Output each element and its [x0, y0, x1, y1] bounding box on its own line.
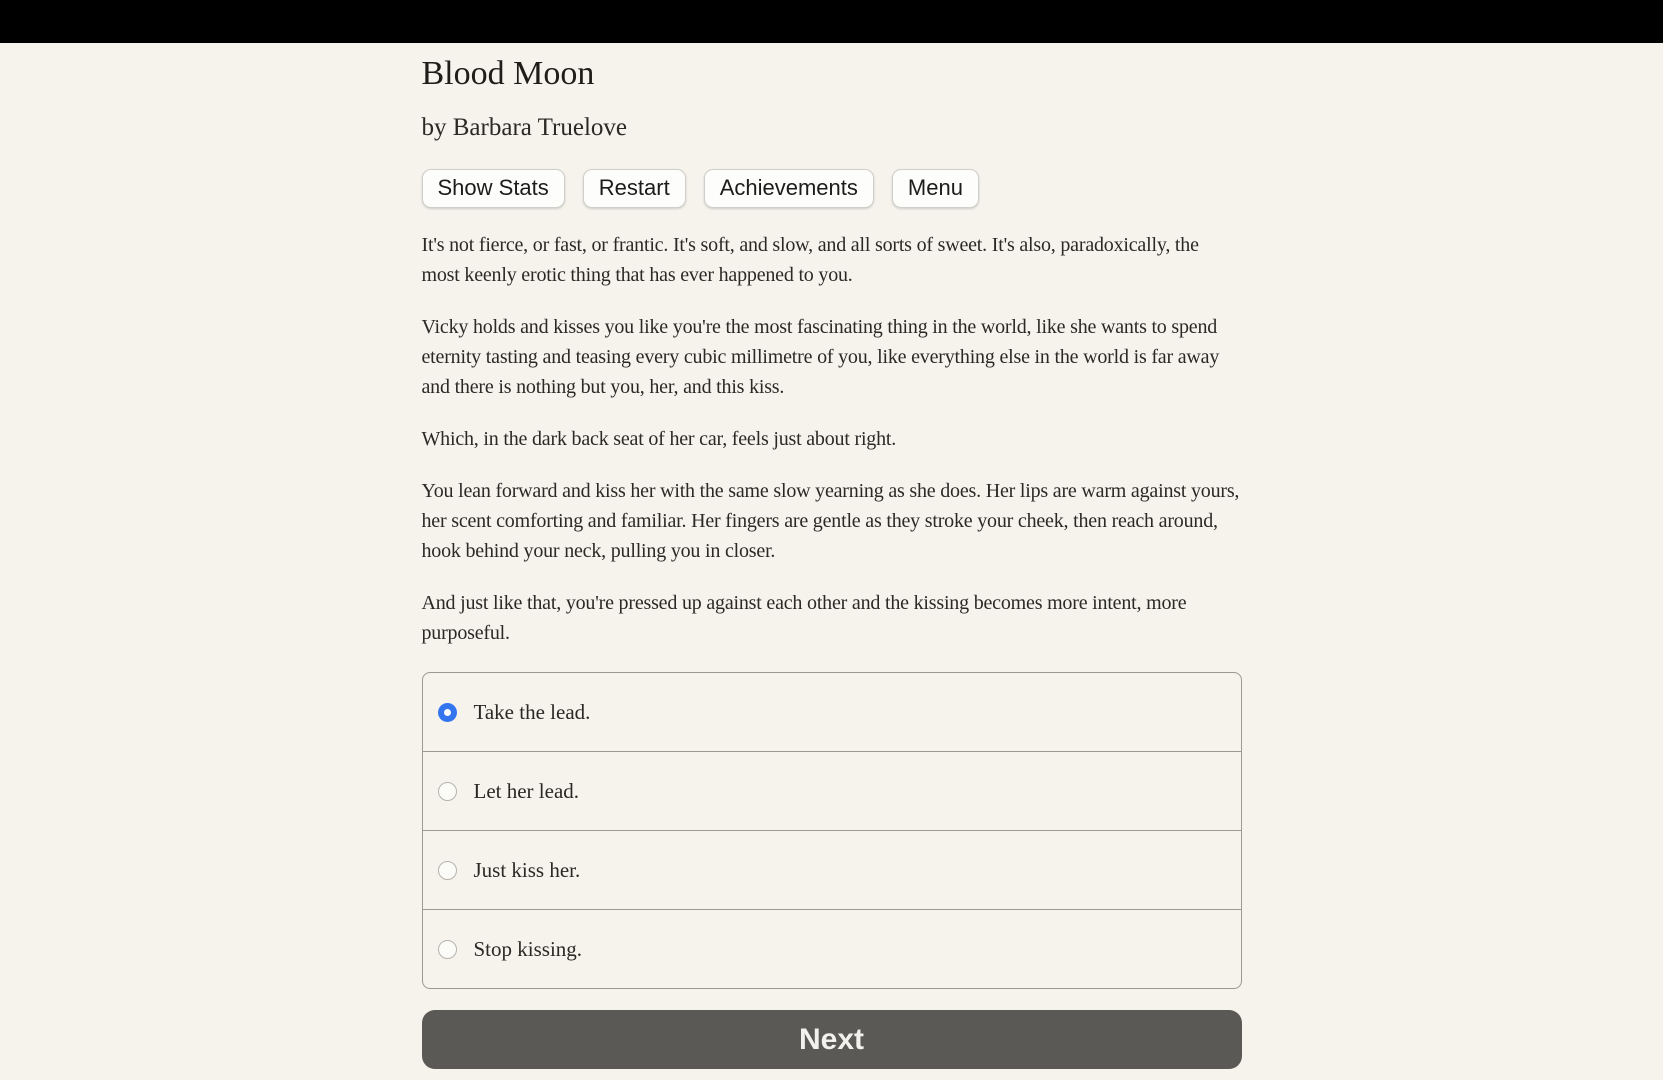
story-paragraph: It's not fierce, or fast, or frantic. It's soft, and slow, and all sorts of sweet. It's also, paradoxically, the most keenly erotic thing that has ever happened to you. — [421, 234, 1199, 286]
top-bar — [0, 0, 1663, 43]
radio-icon[interactable] — [438, 861, 457, 880]
story-text — [422, 230, 1242, 648]
show-stats-button[interactable]: Show Stats — [422, 169, 565, 208]
story-paragraph: And just like that, you're pressed up against each other and the kissing becomes more intent, more purposeful. — [421, 592, 1187, 644]
author-byline: by Barbara Truelove — [421, 114, 628, 141]
game-title: Blood Moon — [421, 55, 595, 92]
restart-button[interactable]: Restart — [583, 169, 686, 208]
choice-option-just-kiss-her[interactable] — [423, 830, 1241, 909]
choice-label[interactable]: Let her lead. — [473, 778, 580, 803]
toolbar — [422, 169, 1242, 208]
achievements-button[interactable]: Achievements — [704, 169, 874, 208]
choice-list — [422, 672, 1242, 989]
choice-label[interactable]: Just kiss her. — [473, 857, 581, 882]
story-paragraph: Which, in the dark back seat of her car, feels just about right. — [421, 428, 897, 450]
radio-icon[interactable] — [438, 940, 457, 959]
bottom-spacer — [422, 1069, 1242, 1080]
radio-icon[interactable] — [438, 782, 457, 801]
menu-button[interactable]: Menu — [892, 169, 979, 208]
story-paragraph: You lean forward and kiss her with the same slow yearning as she does. Her lips are warm against yours, her scent comforting and familiar. Her fingers are gentle as they stroke your cheek, then reach around, hook behind your neck, pulling you in closer. — [421, 480, 1240, 562]
choice-option-take-the-lead[interactable] — [423, 673, 1241, 751]
choice-option-stop-kissing[interactable] — [423, 909, 1241, 988]
story-paragraph: Vicky holds and kisses you like you're the most fascinating thing in the world, like she wants to spend eternity tasting and teasing every cubic millimetre of you, like everything else in the world is far away and there is nothing but you, her, and this kiss. — [421, 316, 1220, 398]
choice-option-let-her-lead[interactable] — [423, 751, 1241, 830]
content-column — [422, 43, 1242, 1080]
radio-selected-icon[interactable] — [438, 703, 457, 722]
choice-label[interactable]: Take the lead. — [473, 699, 591, 724]
choice-label[interactable]: Stop kissing. — [473, 936, 583, 961]
next-button[interactable]: Next — [422, 1010, 1242, 1069]
